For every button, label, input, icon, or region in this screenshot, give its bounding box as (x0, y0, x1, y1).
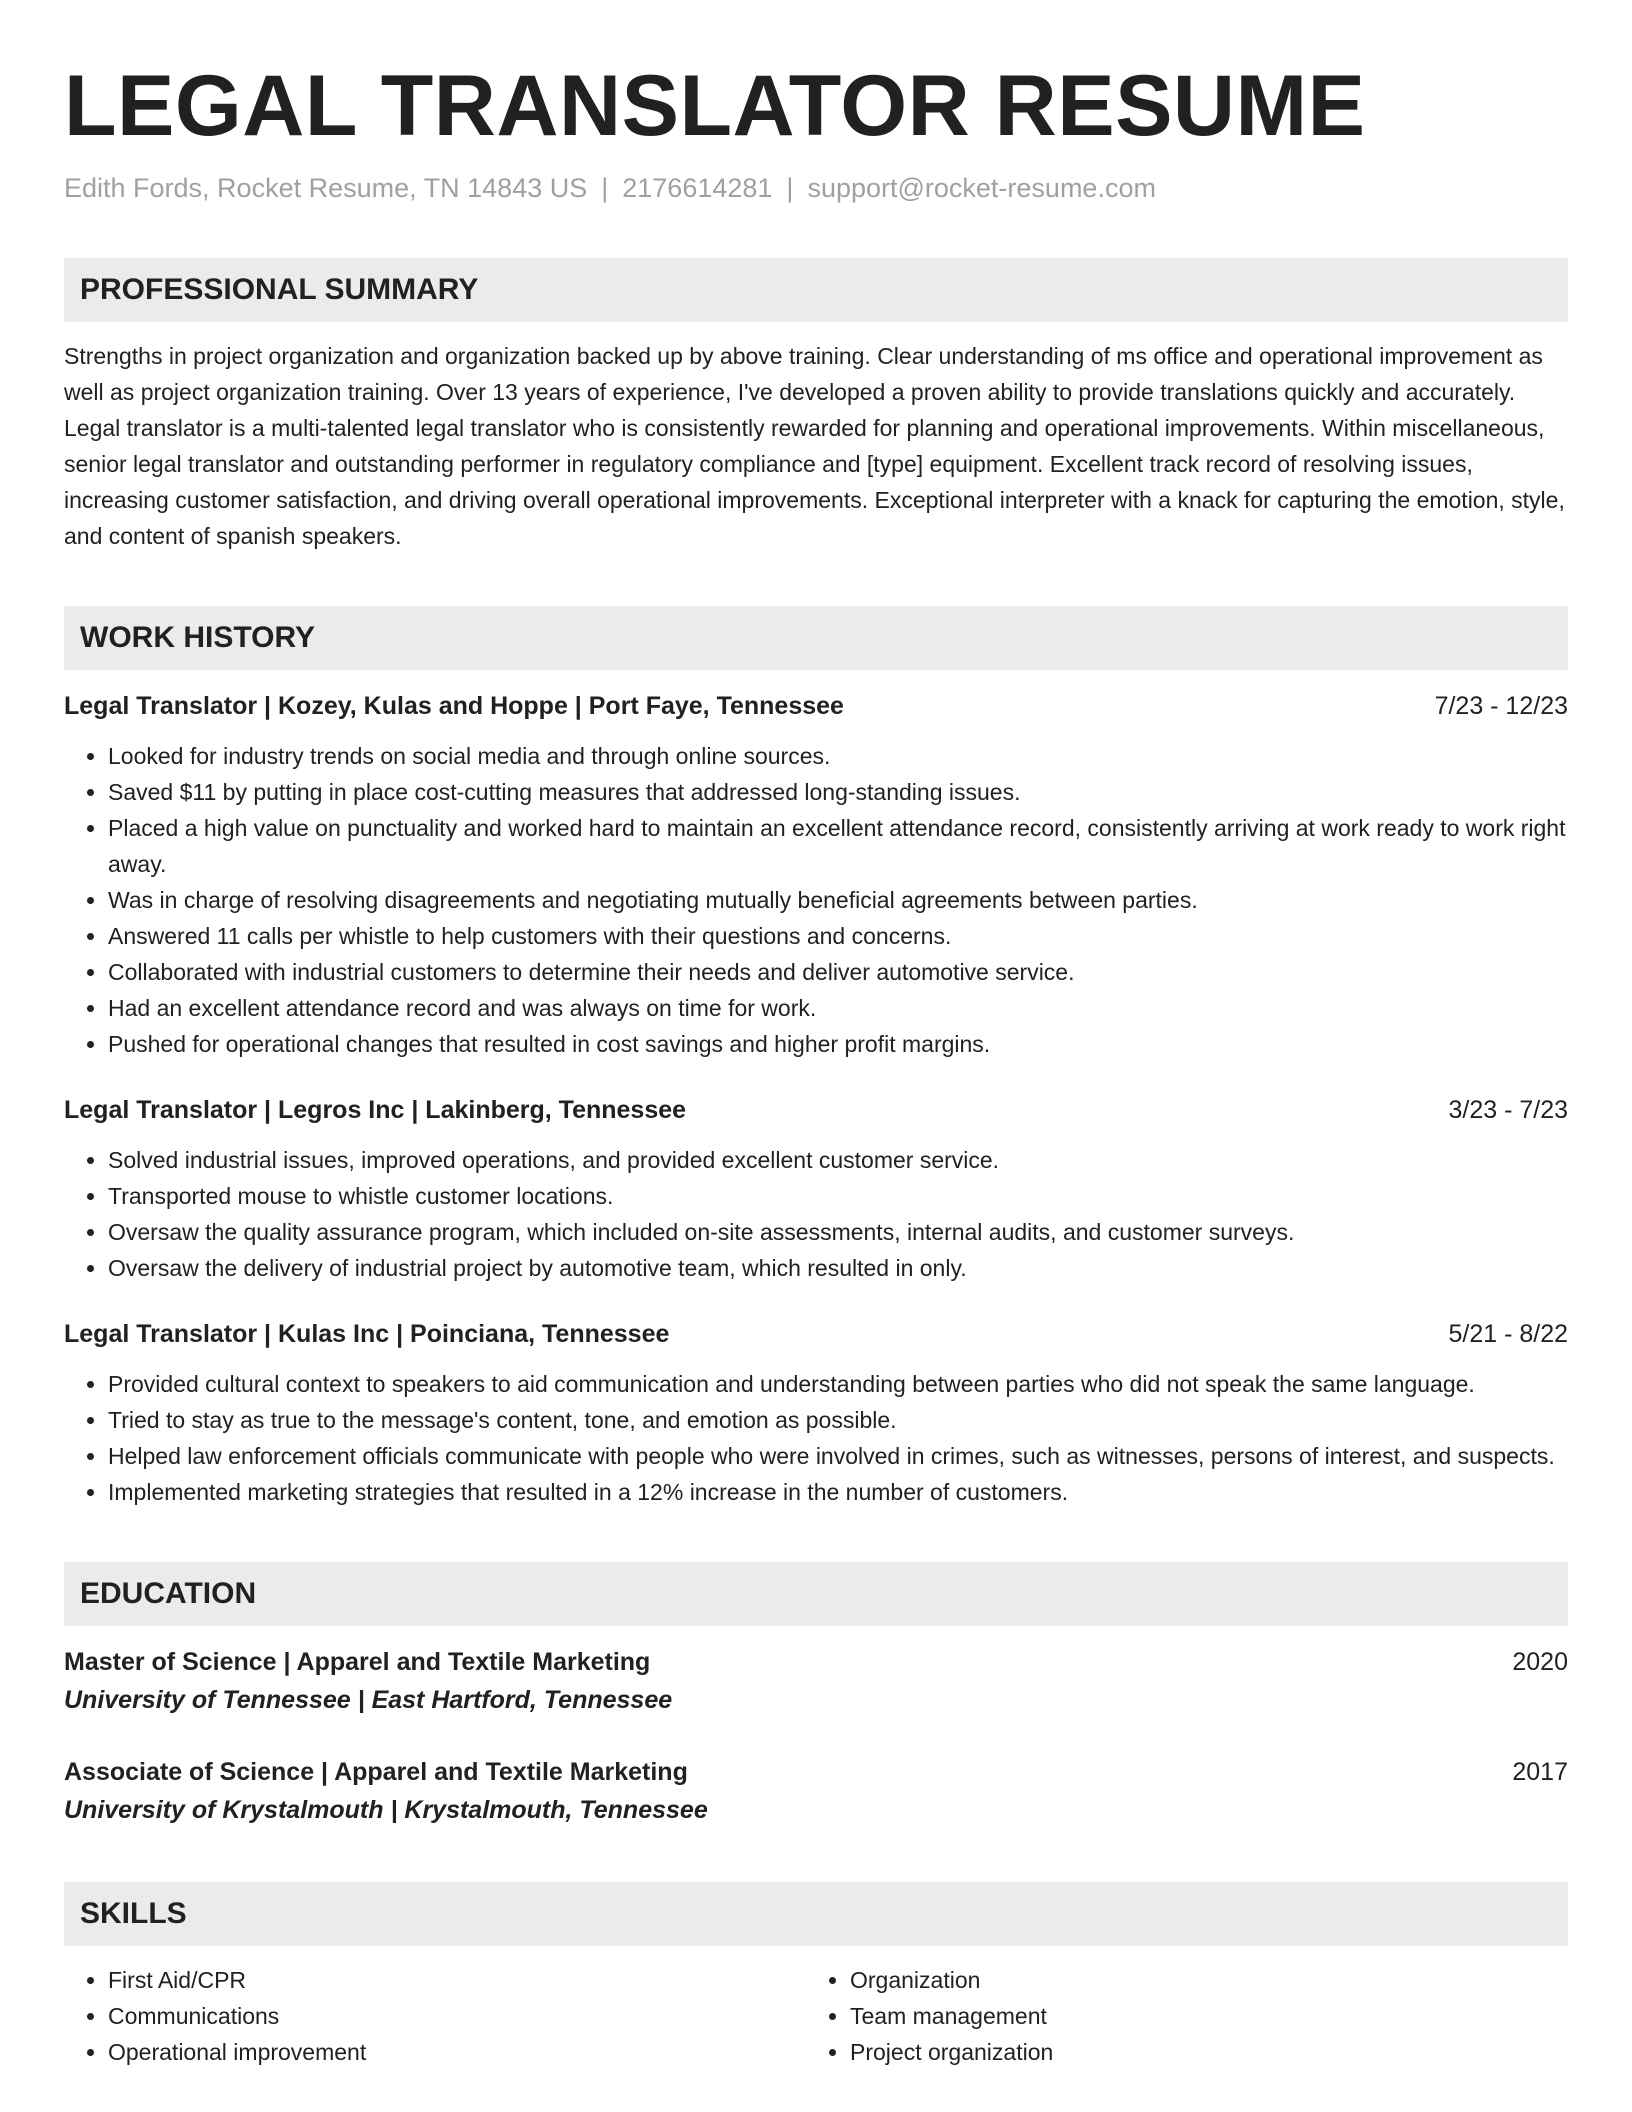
job-title: Legal Translator | Kozey, Kulas and Hoppe | Port Faye, Tennessee (64, 692, 844, 720)
job-bullet: • Pushed for operational changes that resulted in cost savings and higher profit margins. (108, 1026, 1568, 1062)
education-header (64, 1754, 1568, 1790)
section-heading-summary: PROFESSIONAL SUMMARY (64, 258, 1568, 322)
job-bullet: • Provided cultural context to speakers to aid communication and understanding between parties who did not speak the same language. (108, 1366, 1568, 1402)
job-bullet: • Helped law enforcement officials communicate with people who were involved in crimes, such as witnesses, persons of interest, and suspects. (108, 1438, 1568, 1474)
contact-line (64, 170, 1568, 206)
skill-item: • Operational improvement (108, 2034, 806, 2070)
section-heading-work-history: WORK HISTORY (64, 606, 1568, 670)
resume-title: LEGAL TRANSLATOR RESUME (64, 58, 1366, 154)
contact-separator: | (786, 173, 794, 203)
job-header (64, 1092, 1568, 1128)
skills-column-right (806, 1962, 1548, 2070)
job-bullet: • Oversaw the quality assurance program, which included on-site assessments, internal audits, and customer surveys. (108, 1214, 1568, 1250)
section-heading-skills: SKILLS (64, 1882, 1568, 1946)
education-header (64, 1644, 1568, 1680)
job-bullets (64, 1366, 1568, 1510)
education-degree: Master of Science | Apparel and Textile Marketing (64, 1648, 651, 1676)
contact-separator: | (601, 173, 609, 203)
job-header (64, 1316, 1568, 1352)
contact-email: support@rocket-resume.com (807, 173, 1156, 203)
job-bullet: • Looked for industry trends on social media and through online sources. (108, 738, 1568, 774)
job-bullet: • Saved $11 by putting in place cost-cutting measures that addressed long-standing issues. (108, 774, 1568, 810)
job-bullet: • Answered 11 calls per whistle to help customers with their questions and concerns. (108, 918, 1568, 954)
section-heading-education: EDUCATION (64, 1562, 1568, 1626)
summary-text: Strengths in project organization and organization backed up by above training. Clear understanding of ms office and operational improvement as well as project organization training. Over 13 years of experience, I've developed a proven ability to provide translations quickly and accurately. Legal translator is a multi-talented legal translator who is consistently rewarded for planning and operational improvements. Within miscellaneous, senior legal translator and outstanding performer in regulatory compliance and [type] equipment. Excellent track record of resolving issues, increasing customer satisfaction, and driving overall operational improvements. Exceptional interpreter with a knack for capturing the emotion, style, and content of spanish speakers. (64, 343, 1565, 549)
education-school: University of Tennessee | East Hartford, Tennessee (64, 1686, 673, 1714)
job-header (64, 688, 1568, 724)
job-bullet: • Was in charge of resolving disagreements and negotiating mutually beneficial agreements between parties. (108, 882, 1568, 918)
job-dates: 5/21 - 8/22 (1448, 1320, 1568, 1348)
job-bullet: • Oversaw the delivery of industrial project by automotive team, which resulted in only. (108, 1250, 1568, 1286)
contact-address: Edith Fords, Rocket Resume, TN 14843 US (64, 173, 588, 203)
job-entry (64, 1092, 1568, 1286)
job-bullets (64, 738, 1568, 1062)
skills-list (64, 1962, 1568, 2070)
education-degree: Associate of Science | Apparel and Textile Marketing (64, 1758, 688, 1786)
education-year: 2017 (1512, 1758, 1568, 1786)
job-title: Legal Translator | Kulas Inc | Poinciana, Tennessee (64, 1320, 670, 1348)
skill-item: • Project organization (850, 2034, 1548, 2070)
job-title: Legal Translator | Legros Inc | Lakinberg, Tennessee (64, 1096, 687, 1124)
education-entry (64, 1754, 1568, 1830)
skill-item: • First Aid/CPR (108, 1962, 806, 1998)
job-bullet: • Placed a high value on punctuality and worked hard to maintain an excellent attendance record, consistently arriving at work ready to work right away. (108, 810, 1568, 882)
education-year: 2020 (1512, 1648, 1568, 1676)
resume-page (64, 0, 1568, 2070)
education-school: University of Krystalmouth | Krystalmouth, Tennessee (64, 1796, 708, 1824)
job-bullet: • Implemented marketing strategies that resulted in a 12% increase in the number of customers. (108, 1474, 1568, 1510)
skills-column-left (64, 1962, 806, 2070)
job-dates: 7/23 - 12/23 (1434, 692, 1568, 720)
job-entry (64, 1316, 1568, 1510)
job-bullet: • Solved industrial issues, improved operations, and provided excellent customer service. (108, 1142, 1568, 1178)
job-entry (64, 688, 1568, 1062)
skill-item: • Communications (108, 1998, 806, 2034)
job-bullet: • Had an excellent attendance record and was always on time for work. (108, 990, 1568, 1026)
job-bullet: • Tried to stay as true to the message's content, tone, and emotion as possible. (108, 1402, 1568, 1438)
job-dates: 3/23 - 7/23 (1448, 1096, 1568, 1124)
job-bullet: • Collaborated with industrial customers to determine their needs and deliver automotive service. (108, 954, 1568, 990)
education-entry (64, 1644, 1568, 1720)
job-bullet: • Transported mouse to whistle customer locations. (108, 1178, 1568, 1214)
job-bullets (64, 1142, 1568, 1286)
skill-item: • Team management (850, 1998, 1548, 2034)
contact-phone: 2176614281 (622, 173, 773, 203)
skill-item: • Organization (850, 1962, 1548, 1998)
